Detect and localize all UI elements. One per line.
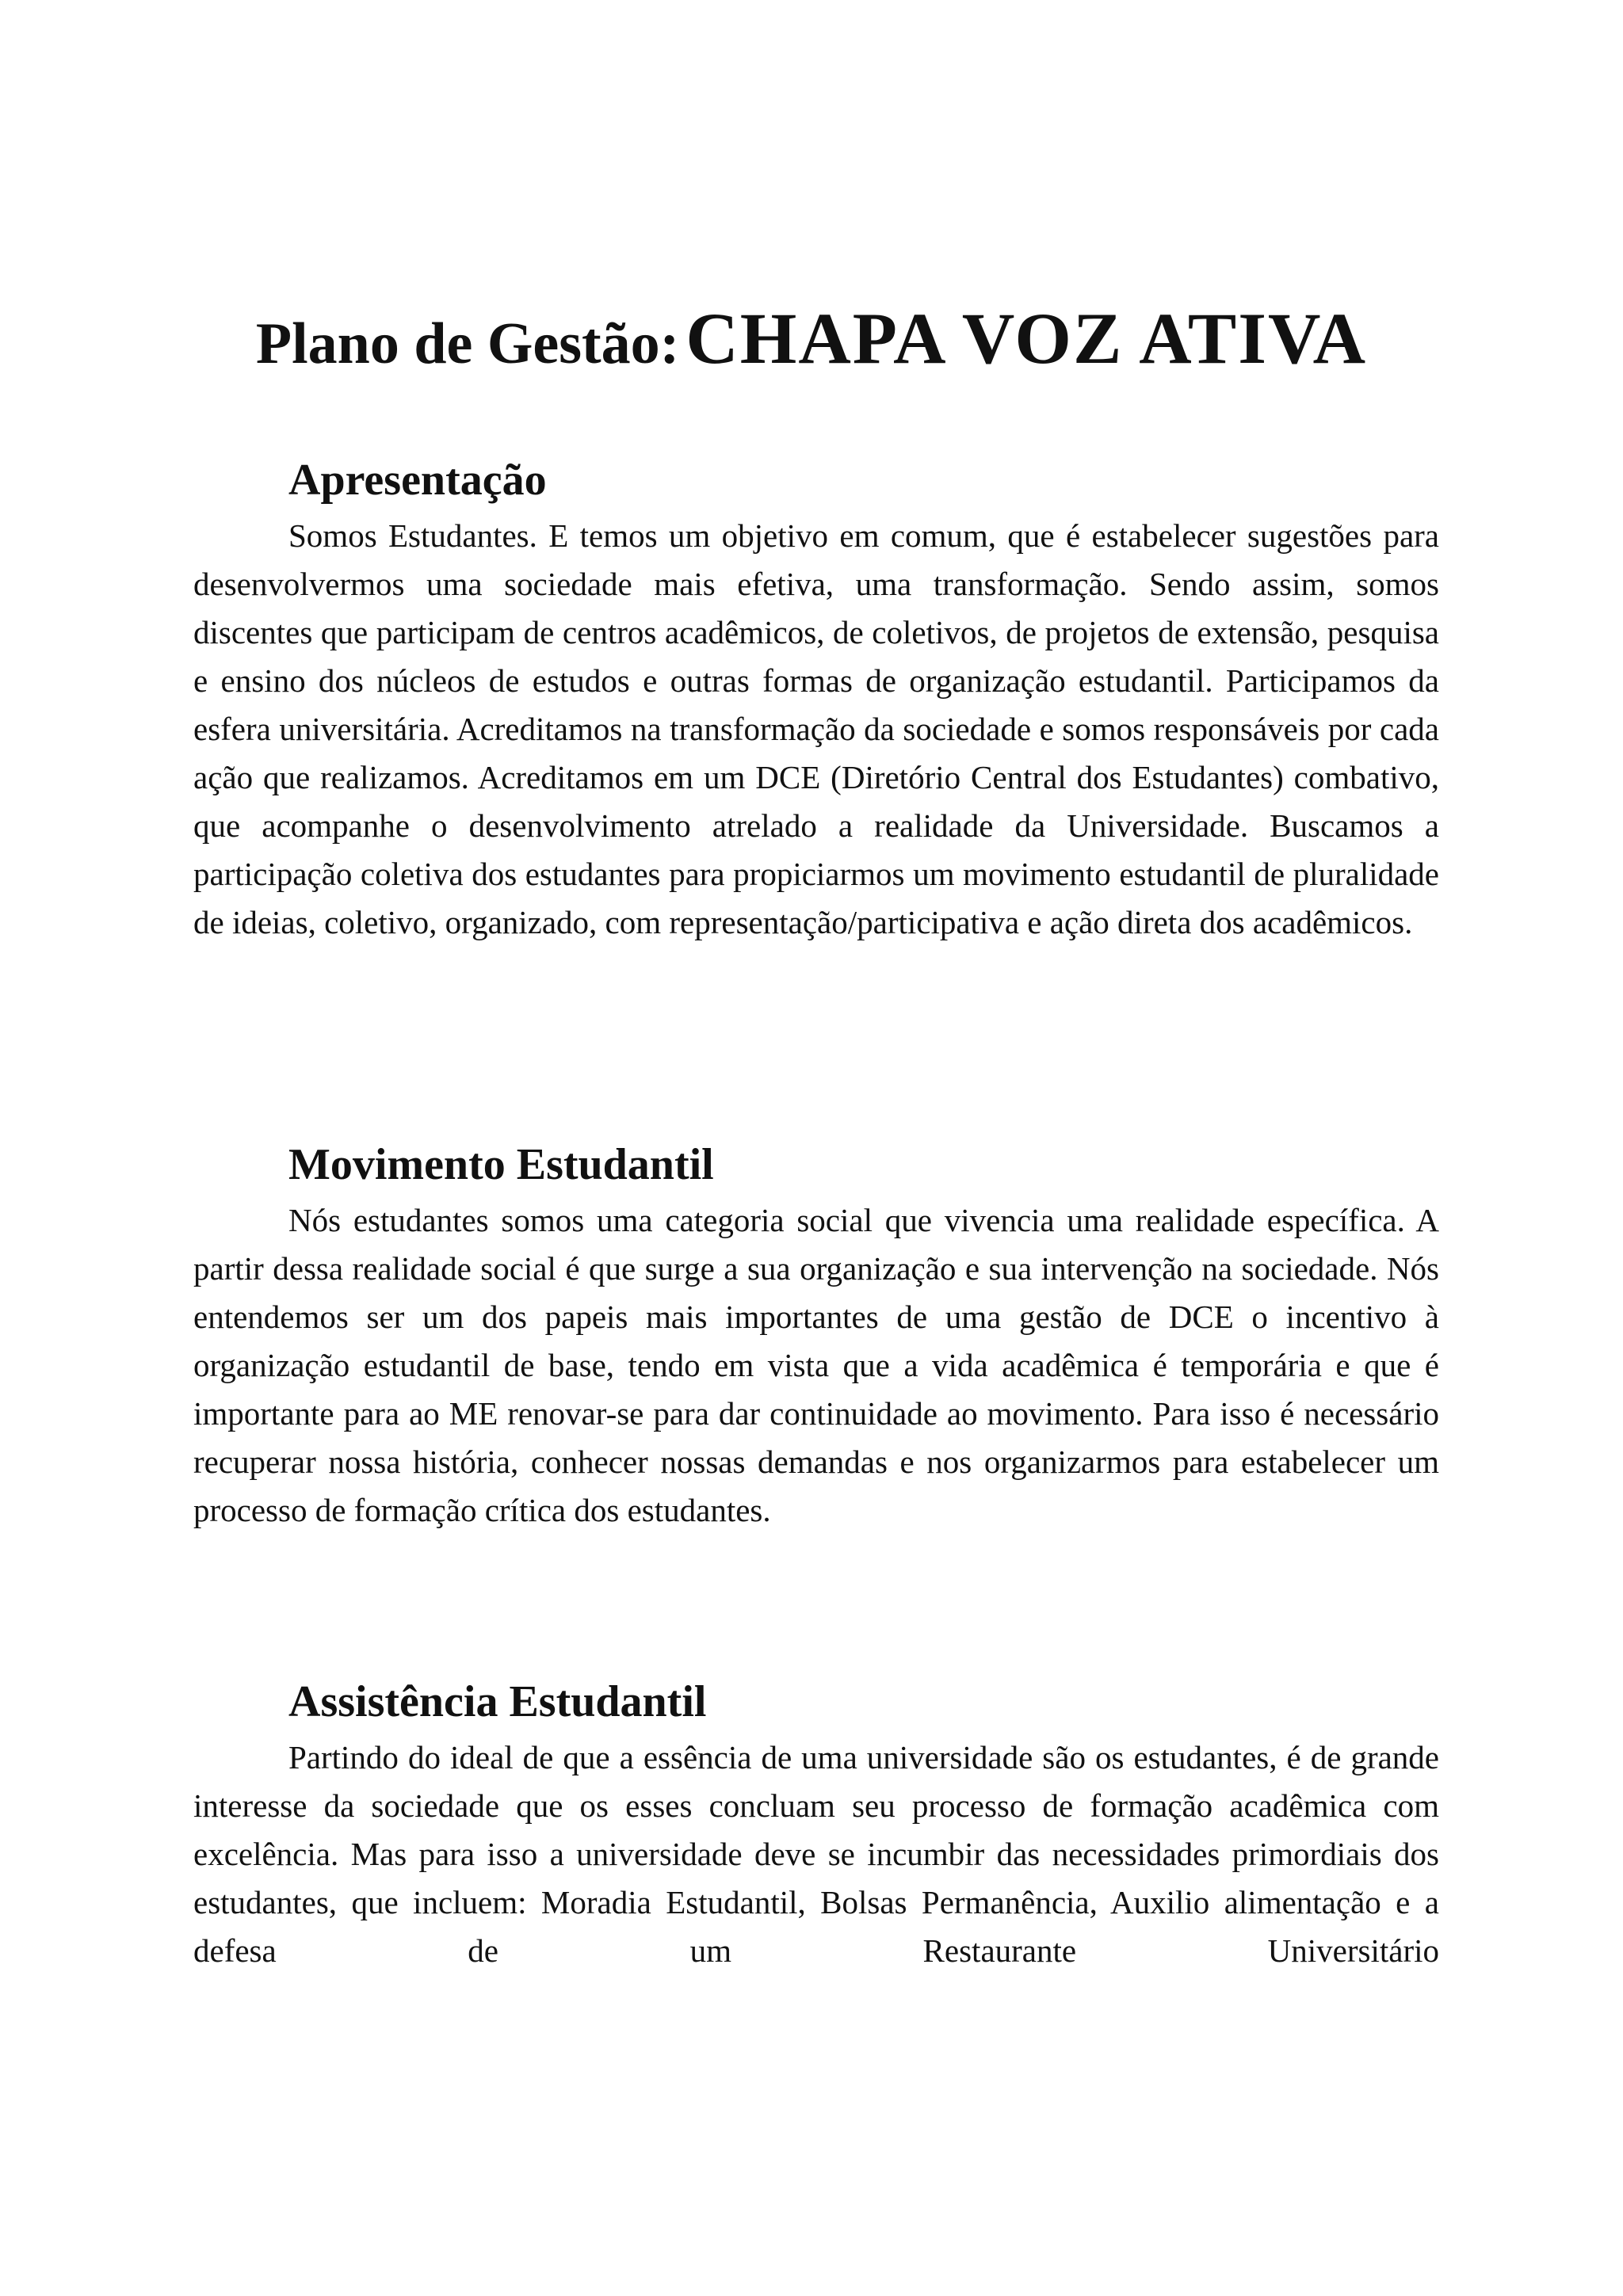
section-movimento-estudantil [193, 1133, 1439, 1535]
section-assistencia-estudantil [193, 1670, 1439, 1975]
section-heading: Assistência Estudantil [288, 1677, 707, 1726]
section-heading: Apresentação [288, 456, 547, 505]
document-title [0, 295, 1623, 398]
section-paragraph: Partindo do ideal de que a essência de uma universidade são os estudantes, é de grande interesse da sociedade que os esses concluam seu processo de formação acadêmica com excelência. Mas para isso a universidade deve se incumbir das necessidades primordiais dos estudantes, que incluem: Moradia Estudantil, Bolsas Permanência, Auxilio alimentação e a defesa de um Restaurante Universitário [193, 1739, 1439, 1969]
section-apresentacao [193, 448, 1439, 947]
section-paragraph: Somos Estudantes. E temos um objetivo em comum, que é estabelecer sugestões para desenvolvermos uma sociedade mais efetiva, uma transformação. Sendo assim, somos discentes que participam de centros acadêmicos, de coletivos, de projetos de extensão, pesquisa e ensino dos núcleos de estudos e outras formas de organização estudantil. Participamos da esfera universitária. Acreditamos na transformação da sociedade e somos responsáveis por cada ação que realizamos. Acreditamos em um DCE (Diretório Central dos Estudantes) combativo, que acompanhe o desenvolvimento atrelado a realidade da Universidade. Buscamos a participação coletiva dos estudantes para propiciarmos um movimento estudantil de pluralidade de ideias, coletivo, organizado, com representação/participativa e ação direta dos acadêmicos. [193, 517, 1439, 940]
section-heading: Movimento Estudantil [288, 1140, 714, 1189]
section-paragraph: Nós estudantes somos uma categoria social que vivencia uma realidade específica. A partir dessa realidade social é que surge a sua organização e sua intervenção na sociedade. Nós entendemos ser um dos papeis mais importantes de uma gestão de DCE o incentivo à organização estudantil de base, tendo em vista que a vida acadêmica é temporária e que é importante para ao ME renovar-se para dar continuidade ao movimento. Para isso é necessário recuperar nossa história, conhecer nossas demandas e nos organizarmos para estabelecer um processo de formação crítica dos estudantes. [193, 1202, 1439, 1528]
title-prefix: Plano de Gestão: [255, 311, 680, 376]
title-main: CHAPA VOZ ATIVA [685, 298, 1368, 379]
